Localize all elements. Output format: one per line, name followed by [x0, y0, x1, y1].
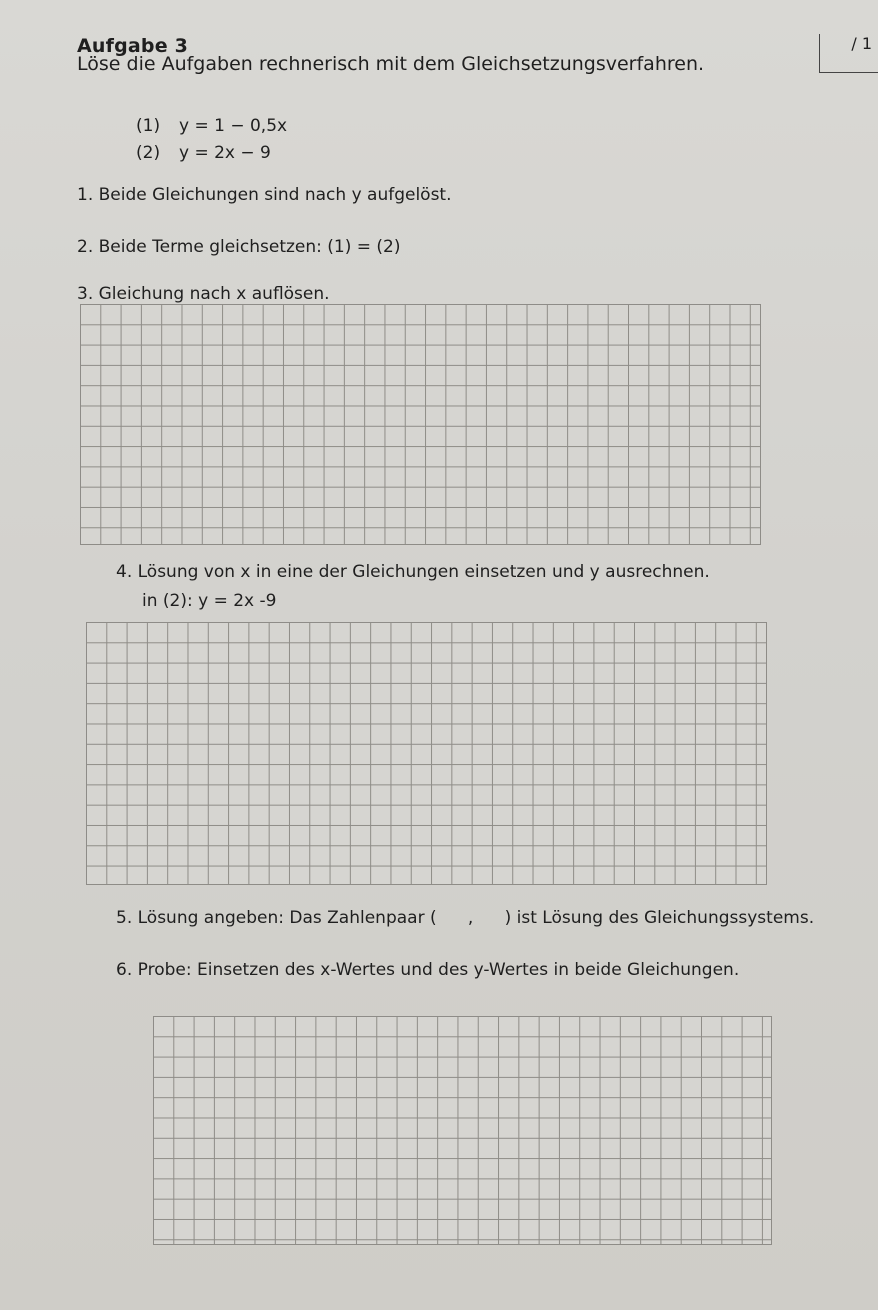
equation-1-label: (1) — [136, 116, 161, 136]
task-title: Aufgabe 3 — [77, 35, 189, 57]
step-1: 1. Beide Gleichungen sind nach y aufgelöst. — [77, 185, 452, 205]
equation-2 — [136, 143, 271, 163]
solution-pair-input[interactable] — [437, 908, 505, 928]
equation-1-expr: y = 1 − 0,5x — [179, 116, 288, 136]
step-3: 3. Gleichung nach x auflösen. — [77, 284, 330, 304]
step-4: 4. Lösung von x in eine der Gleichungen einsetzen und y ausrechnen. — [116, 562, 710, 582]
score-box — [819, 34, 878, 73]
grid-step-4[interactable] — [86, 622, 767, 885]
step-6: 6. Probe: Einsetzen des x-Wertes und des y-Wertes in beide Gleichungen. — [116, 960, 740, 980]
equation-2-expr: y = 2x − 9 — [179, 143, 271, 163]
task-instruction: Löse die Aufgaben rechnerisch mit dem Gleichsetzungsverfahren. — [77, 53, 705, 75]
step-2: 2. Beide Terme gleichsetzen: (1) = (2) — [77, 237, 401, 257]
grid-step-6[interactable] — [153, 1016, 772, 1245]
solution-pair-separator: , — [467, 908, 474, 928]
step-5-prefix: 5. Lösung angeben: Das Zahlenpaar ( — [116, 908, 437, 928]
step-5-suffix: ) ist Lösung des Gleichungssystems. — [504, 908, 815, 928]
step-4-substitution: in (2): y = 2x -9 — [142, 591, 277, 611]
equation-2-label: (2) — [136, 143, 161, 163]
score-label: / 1 — [851, 34, 872, 53]
equation-1 — [136, 116, 287, 136]
step-5 — [116, 908, 814, 928]
grid-step-3[interactable] — [80, 304, 761, 545]
